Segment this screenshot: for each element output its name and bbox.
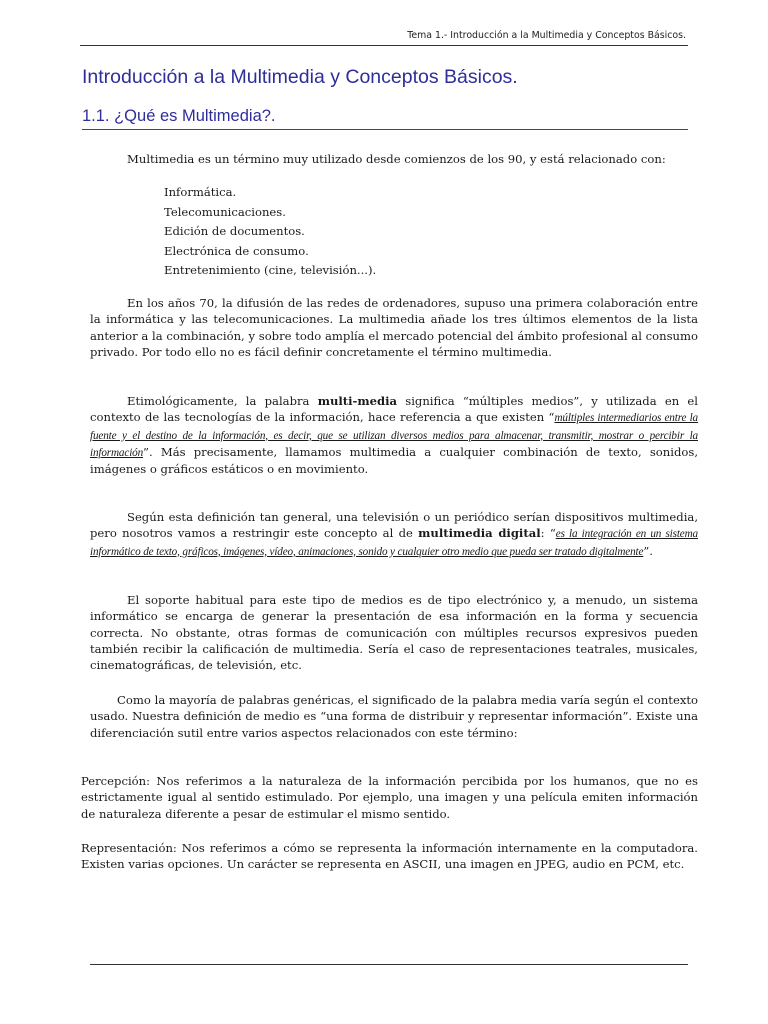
definition-text-2: : “ [540,526,556,541]
related-fields-list [164,183,376,281]
etymology-text-1: Etimológicamente, la palabra [127,394,318,408]
list-item: Entretenimiento (cine, televisión...). [164,263,377,278]
definition-quote: es la integración en un sistema informático de texto, gráficos, imágenes, vídeo, animaciones, sonido y cualquier otro medio que pueda ser tratado digitalmente [90,528,698,558]
etymology-text-2: significa “múltiples medios”, y utilizada en el contexto de las tecnologías de la información, hace referencia a que existen “ [90,394,698,425]
paragraph-support: El soporte habitual para este tipo de medios es de tipo electrónico y, a menudo, un sistema informático se encarga de generar la presentación de esa información en la forma y secuencia correcta. No obstante, otras formas de comunicación con múltiples recursos expresivos pueden también recibir la calificación de multimedia. Sería el caso de representaciones teatrales, musicales, cinematográficas, de televisión, etc. [90,593,698,673]
section-title: 1.1. ¿Qué es Multimedia?. [82,107,276,125]
list-item: Edición de documentos. [164,224,305,239]
section-rule [82,129,688,130]
digital-multimedia-term: multimedia digital [418,526,541,541]
footer-rule [90,964,688,965]
multimedia-term: multi-media [317,394,398,408]
list-item: Informática. [164,185,237,199]
paragraph-etymology [90,393,698,477]
page-title: Introducción a la Multimedia y Conceptos Básicos. [82,66,518,88]
paragraph-media-meaning: Como la mayoría de palabras genéricas, el significado de la palabra media varía según el contexto usado. Nuestra definición de medio es “una forma de distribuir y representar información”. Existe una diferenciación sutil entre varios aspectos relacionados con este término: [90,693,698,740]
header-rule [80,45,688,46]
definition-text-1: Según esta definición tan general, una televisión o un periódico serían dispositivos multimedia, pero nosotros vamos a restringir este concepto al de [90,510,698,541]
running-header: Tema 1.- Introducción a la Multimedia y Conceptos Básicos. [407,30,686,41]
definition-text-3: ”. [643,543,653,558]
paragraph-perception: Percepción: Nos referimos a la naturaleza de la información percibida por los humanos, que no es estrictamente igual al sentido estimulado. Por ejemplo, una imagen y una película emiten información de naturaleza diferente a pesar de estimular el mismo sentido. [81,774,698,821]
etymology-quote: múltiples intermediarios entre la fuente y el destino de la información, es decir, que se utilizan diversos medios para almacenar, transmitir, mostrar o percibir la información [90,412,698,459]
paragraph-intro: Multimedia es un término muy utilizado desde comienzos de los 90, y está relacionado con: [127,152,666,166]
list-item: Electrónica de consumo. [164,243,309,258]
list-item: Telecomunicaciones. [164,204,286,219]
paragraph-representation: Representación: Nos referimos a cómo se representa la información internamente en la computadora. Existen varias opciones. Un carácter se representa en ASCII, una imagen en JPEG, audio en PCM, etc. [81,841,698,872]
etymology-text-3: ”. Más precisamente, llamamos multimedia a cualquier combinación de texto, sonidos, imágenes o gráficos estáticos o en movimiento. [90,444,698,477]
paragraph-definition [90,509,698,560]
paragraph-70s: En los años 70, la difusión de las redes de ordenadores, supuso una primera colaboración entre la informática y las telecomunicaciones. La multimedia añade los tres últimos elementos de la lista anterior a la combinación, y sobre todo amplía el mercado potencial del ámbito profesional al consumo privado. Por todo ello no es fácil definir concretamente el término multimedia. [90,296,698,359]
